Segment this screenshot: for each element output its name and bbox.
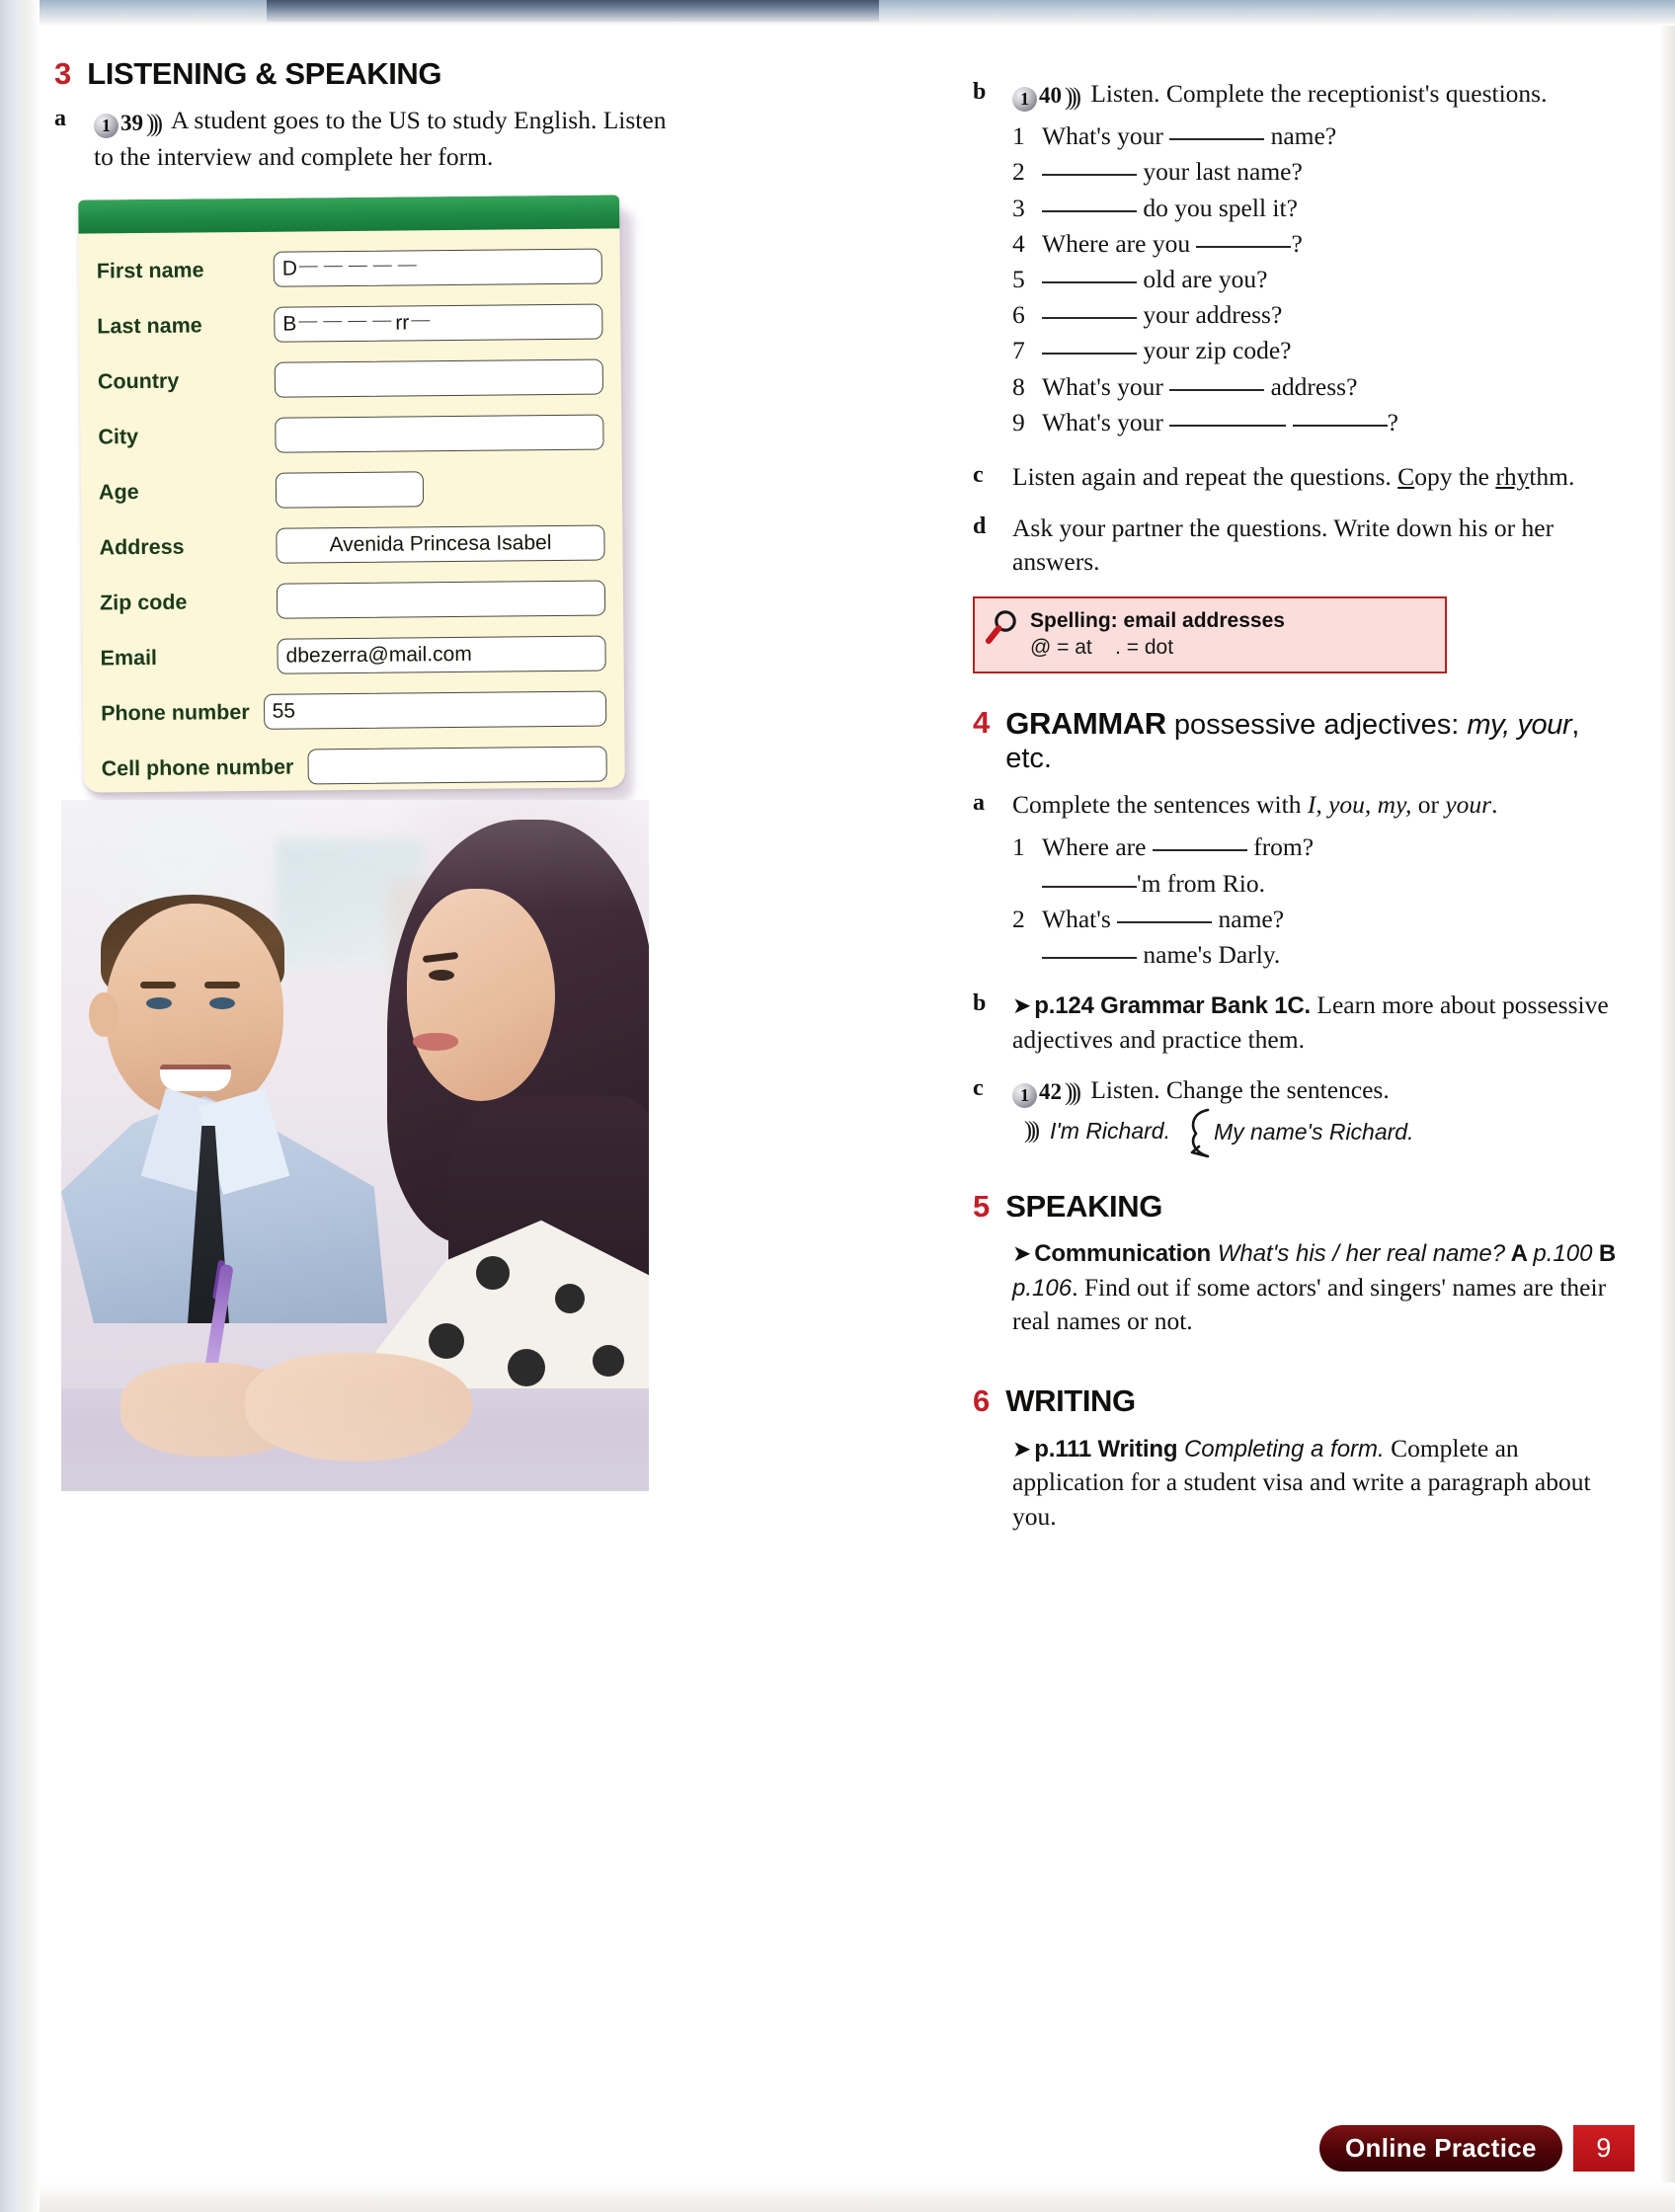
input-last-name-mid: rr: [395, 311, 410, 335]
exercise-3d-letter: d: [973, 513, 987, 539]
section-4-heading: [973, 704, 1625, 775]
scan-right-gutter: [1659, 0, 1675, 2212]
input-first-name-value: D: [281, 257, 298, 280]
exercise-3b-letter: b: [973, 79, 987, 105]
grammar-line1-post: name?: [1218, 904, 1285, 933]
question-number: 9: [1012, 407, 1025, 436]
section-3-title: LISTENING & SPEAKING: [87, 56, 442, 91]
section-5-ref: [973, 1236, 1625, 1339]
question-text: [1042, 118, 1336, 154]
question-number: 8: [1012, 371, 1025, 401]
exercise-4a: [973, 788, 1625, 973]
student-form-card-wrapper: [81, 198, 624, 800]
exercise-3a-letter: a: [54, 106, 66, 132]
exercise-3d-body: Ask your partner the questions. Write down his or her answers.: [1012, 513, 1555, 576]
arrow-bullet-icon: ➤: [1012, 1240, 1032, 1267]
question-item: [1012, 118, 1625, 154]
exercise-4b-rest: Learn more about possessive adjectives and practice them.: [1012, 990, 1609, 1054]
sound-waves-icon: ))): [146, 111, 159, 138]
exercise-3a-body: [94, 104, 667, 173]
student-form-card: [78, 195, 625, 792]
exercise-4a-letter: a: [973, 790, 985, 817]
section-5-heading: [973, 1190, 1625, 1223]
input-first-name[interactable]: [274, 249, 602, 287]
speech-bubble: [1184, 1115, 1414, 1148]
answer-blank[interactable]: [1196, 246, 1291, 248]
section-5-rest: . Find out if some actors' and singers' names are their real names or not.: [1012, 1272, 1607, 1336]
speech-bubble-tail-icon: [1184, 1107, 1210, 1162]
left-column: [54, 57, 667, 188]
question-text: [1042, 154, 1303, 190]
section-4-subtitle-italic: my, your: [1467, 708, 1572, 741]
input-address-value: Avenida Princesa Isabel: [329, 531, 552, 557]
spelling-tip-box: [973, 596, 1447, 673]
writing-ref-label[interactable]: p.111 Writing: [1034, 1435, 1178, 1462]
label-cell-phone-number: Cell phone number: [101, 754, 294, 780]
form-row-age: [99, 460, 605, 520]
exercise-4c-text: Listen. Change the sentences.: [1090, 1074, 1390, 1104]
exercise-4c: [973, 1073, 1625, 1148]
form-rows: [78, 228, 624, 792]
blank-line: [411, 320, 430, 321]
scan-top-photo-bleed: [267, 0, 879, 22]
exercise-4a-words: I, you, my,: [1307, 790, 1412, 820]
question-number: 5: [1012, 264, 1025, 293]
answer-blank[interactable]: [1117, 921, 1212, 923]
exercise-4a-text-end: .: [1491, 790, 1498, 820]
question-number: 3: [1012, 193, 1025, 222]
question-text: [1042, 262, 1267, 297]
magnifier-icon: [986, 610, 1019, 648]
communication-role-a: A: [1505, 1240, 1534, 1268]
answer-blank[interactable]: [1042, 317, 1137, 319]
exercise-4a-words-2: your: [1445, 790, 1492, 820]
question-text: [1042, 226, 1303, 262]
exercise-4a-text-pre: Complete the sentences with: [1012, 790, 1308, 820]
grammar-line2-post: 'm from Rio.: [1137, 868, 1265, 898]
form-row-email: [100, 626, 606, 686]
sound-waves-icon: ))): [1024, 1117, 1036, 1144]
question-pre: What's your: [1042, 371, 1163, 401]
input-country[interactable]: [275, 359, 603, 398]
grammar-line1-post: from?: [1253, 832, 1315, 862]
question-post: name?: [1270, 121, 1337, 151]
audio-disc-icon: 1: [1012, 1083, 1037, 1108]
receptionist-questions-list: [1012, 118, 1625, 440]
question-number: 1: [1012, 121, 1025, 151]
exercise-3b-text: Listen. Complete the receptionist's questions.: [1090, 79, 1548, 108]
example-answer: My name's Richard.: [1213, 1118, 1414, 1145]
exercise-3c-body: [1012, 460, 1625, 494]
input-phone-number[interactable]: [263, 691, 606, 730]
form-row-country: [98, 350, 604, 410]
answer-blank[interactable]: [1169, 389, 1264, 391]
grammar-item-number: 1: [1012, 832, 1025, 862]
blank-line: [324, 266, 343, 267]
answer-blank[interactable]: [1169, 138, 1264, 140]
blank-line: [398, 265, 417, 266]
answer-blank[interactable]: [1042, 353, 1137, 355]
question-item: [1012, 154, 1625, 190]
exercise-4b-letter: b: [973, 990, 987, 1017]
audio-track-number: 42: [1039, 1078, 1062, 1104]
section-6-number: 6: [973, 1383, 991, 1419]
exercise-3c-text-2: the: [1452, 461, 1496, 491]
exercise-4b: [973, 988, 1625, 1057]
blank-line: [372, 320, 391, 321]
grammar-item-number: 2: [1012, 904, 1025, 933]
section-6-heading: [973, 1384, 1625, 1417]
reception-desk-photo: [61, 800, 649, 1491]
communication-ref-label[interactable]: Communication: [1034, 1240, 1212, 1268]
label-phone-number: Phone number: [101, 699, 250, 725]
input-email-value: dbezerra@mail.com: [285, 642, 472, 668]
writing-activity-title: Completing a form.: [1177, 1435, 1385, 1462]
audio-track-number: 39: [120, 110, 143, 135]
question-number: 4: [1012, 228, 1025, 258]
question-text: [1042, 297, 1282, 333]
scan-bottom-edge: [0, 2182, 1675, 2212]
label-address: Address: [99, 534, 185, 559]
question-pre: Where are you: [1042, 228, 1191, 258]
audio-disc-icon: 1: [1012, 87, 1037, 112]
blank-line: [298, 321, 317, 322]
label-last-name: Last name: [97, 312, 202, 338]
question-post: your last name?: [1143, 157, 1303, 187]
input-address[interactable]: [276, 525, 604, 564]
spelling-tip-line: @ = at . = dot: [1030, 635, 1174, 659]
answer-blank[interactable]: [1042, 281, 1137, 283]
exercise-4a-text-post: or: [1411, 790, 1446, 820]
rhythm-stress-underline: rhy: [1495, 461, 1530, 491]
section-4-subtitle-tail: , etc.: [1005, 708, 1580, 775]
blank-line: [349, 265, 367, 266]
input-age[interactable]: [276, 471, 424, 508]
section-4-number: 4: [973, 704, 991, 740]
question-item: [1012, 191, 1625, 226]
label-first-name: First name: [96, 257, 204, 282]
exercise-3c-text-1: Listen again and repeat the questions.: [1012, 461, 1398, 491]
arrow-bullet-icon: ➤: [1012, 1435, 1032, 1462]
photo-gradient-overlay: [61, 800, 649, 1491]
audio-track-chip-40[interactable]: [1012, 80, 1077, 113]
grammar-item-text: [1042, 902, 1284, 973]
form-row-zip-code: [100, 571, 606, 631]
question-item: [1012, 405, 1625, 440]
right-column: [973, 77, 1625, 1535]
blank-line: [323, 321, 342, 322]
question-number: 7: [1012, 336, 1025, 365]
question-text: [1042, 369, 1357, 405]
answer-blank[interactable]: [1153, 849, 1247, 851]
question-item: [1012, 369, 1625, 405]
question-pre: What's your: [1042, 407, 1163, 436]
exercise-4a-body: [1012, 788, 1625, 973]
exercise-4c-letter: c: [973, 1074, 984, 1101]
question-post: ?: [1387, 407, 1398, 436]
input-zip-code[interactable]: [277, 581, 605, 619]
question-post: old are you?: [1143, 264, 1268, 293]
answer-blank[interactable]: [1042, 210, 1137, 212]
scan-left-gutter: [0, 0, 40, 2212]
page-footer: [1319, 2125, 1635, 2172]
online-practice-button[interactable]: Online Practice: [1319, 2125, 1562, 2172]
label-age: Age: [98, 479, 139, 504]
communication-role-b: B: [1592, 1240, 1617, 1268]
audio-track-chip-42[interactable]: [1012, 1075, 1077, 1108]
question-item: [1012, 333, 1625, 368]
sound-waves-icon: ))): [1065, 83, 1077, 111]
question-text: [1042, 333, 1291, 368]
communication-page-b: p.106: [1012, 1274, 1073, 1302]
form-header-bar: [78, 195, 619, 233]
answer-blank[interactable]: [1042, 174, 1137, 176]
question-pre: What's your: [1042, 121, 1163, 151]
section-4-title: [1005, 707, 1625, 775]
copy-rest: opy: [1414, 461, 1453, 491]
arrow-bullet-icon: ➤: [1012, 992, 1032, 1019]
audio-track-number: 40: [1039, 83, 1062, 109]
grammar-sentences-list: [1012, 830, 1625, 973]
answer-blank[interactable]: [1169, 425, 1286, 427]
section-6-rest: Complete an application for a student visa and write a paragraph about you.: [1012, 1433, 1591, 1531]
exercise-3a-text: A student goes to the US to study English. Listen to the interview and complete her form.: [94, 106, 667, 171]
section-3-number: 3: [54, 56, 72, 91]
question-item: [1012, 262, 1625, 297]
question-post: ?: [1291, 228, 1303, 258]
question-post: your address?: [1143, 300, 1283, 330]
label-city: City: [98, 424, 139, 448]
question-number: 2: [1012, 157, 1025, 187]
sound-waves-icon: ))): [1065, 1079, 1077, 1107]
page-number-box: 9: [1573, 2125, 1635, 2172]
question-item: [1012, 226, 1625, 262]
exercise-3c-letter: c: [973, 461, 984, 488]
question-post: your zip code?: [1143, 336, 1292, 365]
question-post: address?: [1270, 371, 1358, 401]
audio-disc-icon: 1: [94, 114, 119, 138]
answer-blank[interactable]: [1042, 957, 1137, 959]
exercise-3a: [54, 104, 667, 173]
question-text: [1042, 405, 1398, 440]
exercise-4c-body: [1012, 1073, 1625, 1148]
audio-track-chip-39[interactable]: [94, 107, 159, 139]
question-post: do you spell it?: [1143, 193, 1298, 222]
label-email: Email: [100, 645, 158, 670]
input-email[interactable]: [277, 636, 605, 674]
section-6-title: WRITING: [1005, 1383, 1136, 1419]
form-row-address: [99, 515, 605, 576]
input-cell-phone-number[interactable]: [307, 747, 607, 785]
exercise-3c: [973, 460, 1625, 494]
section-5-title: SPEAKING: [1005, 1188, 1162, 1224]
exercise-3b-body: [1012, 77, 1625, 440]
question-number: 6: [1012, 300, 1025, 330]
label-country: Country: [97, 368, 180, 393]
form-row-cell-phone-number: [101, 737, 607, 793]
exercise-3d: [973, 512, 1625, 579]
communication-page-a: p.100: [1533, 1240, 1593, 1268]
blank-line: [299, 266, 318, 267]
communication-activity-title: What's his / her real name?: [1211, 1240, 1506, 1268]
exercise-3b: [973, 77, 1625, 440]
section-4-title-main: GRAMMAR: [1005, 705, 1166, 741]
example-prompt: I'm Richard.: [1049, 1118, 1170, 1145]
question-text: [1042, 191, 1298, 226]
grammar-line1-pre: Where are: [1042, 832, 1147, 862]
input-phone-number-value: 55: [272, 699, 296, 723]
input-last-name-value: B: [282, 312, 297, 336]
grammar-item: [1012, 902, 1625, 973]
form-row-last-name: [97, 294, 603, 355]
input-last-name[interactable]: [274, 304, 602, 343]
answer-blank[interactable]: [1293, 425, 1388, 427]
grammar-item: [1012, 830, 1625, 901]
section-6-ref: [973, 1432, 1625, 1535]
section-4-subtitle: possessive adjectives:: [1165, 708, 1468, 741]
input-city[interactable]: [275, 415, 603, 453]
copy-stress-underline: C: [1397, 461, 1415, 491]
section-5-number: 5: [973, 1188, 991, 1224]
example-exchange: [1012, 1115, 1625, 1148]
section-3-heading: [54, 57, 667, 90]
blank-line: [373, 265, 392, 266]
label-zip-code: Zip code: [99, 590, 188, 614]
question-item: [1012, 297, 1625, 333]
form-row-first-name: [97, 239, 603, 299]
form-row-city: [98, 405, 604, 465]
form-row-phone-number: [101, 681, 607, 742]
grammar-line2-post: name's Darly.: [1143, 940, 1281, 969]
exercise-4b-body: [1012, 988, 1625, 1057]
grammar-line1-pre: What's: [1042, 904, 1111, 933]
rhythm-rest: thm.: [1529, 461, 1575, 491]
blank-line: [348, 320, 366, 321]
spelling-tip-title: Spelling: email addresses: [1030, 608, 1285, 632]
answer-blank[interactable]: [1042, 886, 1137, 888]
grammar-item-text: [1042, 830, 1314, 901]
grammar-bank-ref[interactable]: p.124 Grammar Bank 1C.: [1034, 992, 1312, 1020]
